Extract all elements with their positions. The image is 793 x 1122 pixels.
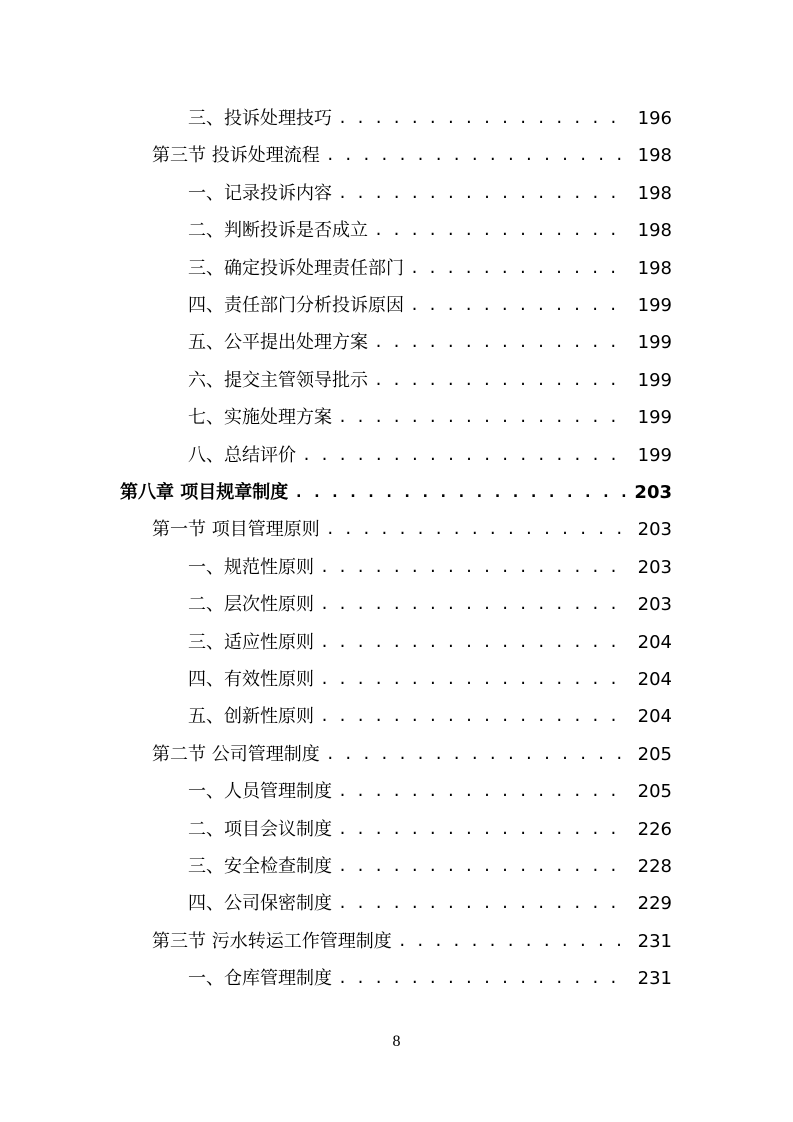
toc-entry-title: 五、公平提出处理方案 <box>188 332 368 354</box>
dot-leader <box>338 100 630 137</box>
toc-entry-title: 三、确定投诉处理责任部门 <box>188 257 404 279</box>
toc-entry-section[interactable] <box>0 923 672 960</box>
toc-entry-title: 五、创新性原则 <box>188 706 314 728</box>
dot-leader <box>294 474 626 511</box>
toc-entry-title: 一、规范性原则 <box>188 556 314 578</box>
toc-entry-page: 198 <box>637 220 672 242</box>
toc-entry-page: 226 <box>637 818 672 840</box>
toc-entry-page: 198 <box>637 257 672 279</box>
dot-leader <box>338 175 630 212</box>
dot-leader <box>320 624 630 661</box>
dot-leader <box>338 399 630 436</box>
toc-entry-title: 四、责任部门分析投诉原因 <box>188 295 404 316</box>
toc-entry-item[interactable] <box>0 773 672 810</box>
toc-entry-title: 二、判断投诉是否成立 <box>188 220 368 242</box>
dot-leader <box>326 137 630 174</box>
toc-entry-page: 231 <box>637 930 672 952</box>
toc-entry-title: 八、总结评价 <box>188 444 296 466</box>
toc-entry-title: 一、记录投诉内容 <box>188 182 332 204</box>
toc-entry-title: 三、安全检查制度 <box>188 856 332 877</box>
toc-entry-title: 三、投诉处理技巧 <box>188 108 332 129</box>
dot-leader <box>410 287 630 324</box>
toc-entry-item[interactable] <box>0 549 672 586</box>
toc-entry-page: 199 <box>637 332 672 354</box>
toc-entry-page: 205 <box>637 743 672 765</box>
dot-leader <box>338 960 630 997</box>
toc-entry-title: 第八章 项目规章制度 <box>120 482 289 503</box>
toc-entry-item[interactable] <box>0 362 672 399</box>
toc-entry-page: 228 <box>637 856 672 877</box>
toc-entry-item[interactable] <box>0 698 672 735</box>
toc-entry-item[interactable] <box>0 212 672 249</box>
toc-entry-item[interactable] <box>0 811 672 848</box>
dot-leader <box>338 773 630 810</box>
toc-entry-item[interactable] <box>0 287 672 324</box>
toc-entry-section[interactable] <box>0 736 672 773</box>
toc-entry-title: 三、适应性原则 <box>188 631 314 653</box>
dot-leader <box>320 661 630 698</box>
toc-entry-page: 203 <box>637 594 672 616</box>
toc-entry-section[interactable] <box>0 137 672 174</box>
toc-entry-page: 199 <box>637 444 672 466</box>
toc-entry-page: 204 <box>637 669 672 690</box>
toc-entry-page: 229 <box>637 893 672 915</box>
toc-entry-title: 第二节 公司管理制度 <box>152 743 320 765</box>
toc-entry-title: 一、仓库管理制度 <box>188 968 332 990</box>
dot-leader <box>410 250 630 287</box>
toc-entry-title: 第一节 项目管理原则 <box>152 519 320 541</box>
dot-leader <box>320 698 630 735</box>
page-number: 8 <box>392 1033 401 1050</box>
toc-entry-item[interactable] <box>0 100 672 137</box>
toc-entry-page: 203 <box>637 556 672 578</box>
toc-entry-page: 199 <box>637 407 672 429</box>
toc-entry-page: 203 <box>634 482 672 503</box>
toc-entry-item[interactable] <box>0 586 672 623</box>
toc-entry-page: 199 <box>637 295 672 316</box>
toc-entry-title: 二、项目会议制度 <box>188 818 332 840</box>
toc-entry-page: 199 <box>637 369 672 391</box>
dot-leader <box>398 923 630 960</box>
toc-entry-chapter[interactable] <box>0 474 672 511</box>
toc-entry-item[interactable] <box>0 624 672 661</box>
dot-leader <box>320 549 630 586</box>
dot-leader <box>374 324 630 361</box>
toc-entry-page: 231 <box>637 968 672 990</box>
toc-entry-page: 204 <box>637 631 672 653</box>
dot-leader <box>338 848 630 885</box>
dot-leader <box>338 811 630 848</box>
toc-entry-title: 四、有效性原则 <box>188 669 314 690</box>
toc-entry-page: 205 <box>637 781 672 803</box>
toc-entry-title: 第三节 污水转运工作管理制度 <box>152 930 392 952</box>
toc-entry-title: 六、提交主管领导批示 <box>188 369 368 391</box>
dot-leader <box>320 586 630 623</box>
toc-entry-item[interactable] <box>0 960 672 997</box>
dot-leader <box>302 437 630 474</box>
toc-entry-title: 七、实施处理方案 <box>188 407 332 429</box>
toc-entry-item[interactable] <box>0 399 672 436</box>
toc-entry-title: 二、层次性原则 <box>188 594 314 616</box>
toc-entry-item[interactable] <box>0 175 672 212</box>
dot-leader <box>326 736 630 773</box>
dot-leader <box>374 212 630 249</box>
toc-entry-title: 四、公司保密制度 <box>188 893 332 915</box>
toc-entry-item[interactable] <box>0 437 672 474</box>
toc-entry-item[interactable] <box>0 848 672 885</box>
dot-leader <box>374 362 630 399</box>
toc-entry-item[interactable] <box>0 661 672 698</box>
toc-entry-page: 196 <box>637 108 672 129</box>
toc-entry-item[interactable] <box>0 885 672 922</box>
dot-leader <box>326 511 630 548</box>
toc-entry-section[interactable] <box>0 511 672 548</box>
toc-entry-page: 204 <box>637 706 672 728</box>
dot-leader <box>338 885 630 922</box>
toc-entry-page: 198 <box>637 182 672 204</box>
toc-entry-page: 198 <box>637 145 672 167</box>
toc-entry-page: 203 <box>637 519 672 541</box>
toc-entry-item[interactable] <box>0 250 672 287</box>
toc-entry-title: 一、人员管理制度 <box>188 781 332 803</box>
toc-entry-item[interactable] <box>0 324 672 361</box>
toc-entry-title: 第三节 投诉处理流程 <box>152 145 320 167</box>
